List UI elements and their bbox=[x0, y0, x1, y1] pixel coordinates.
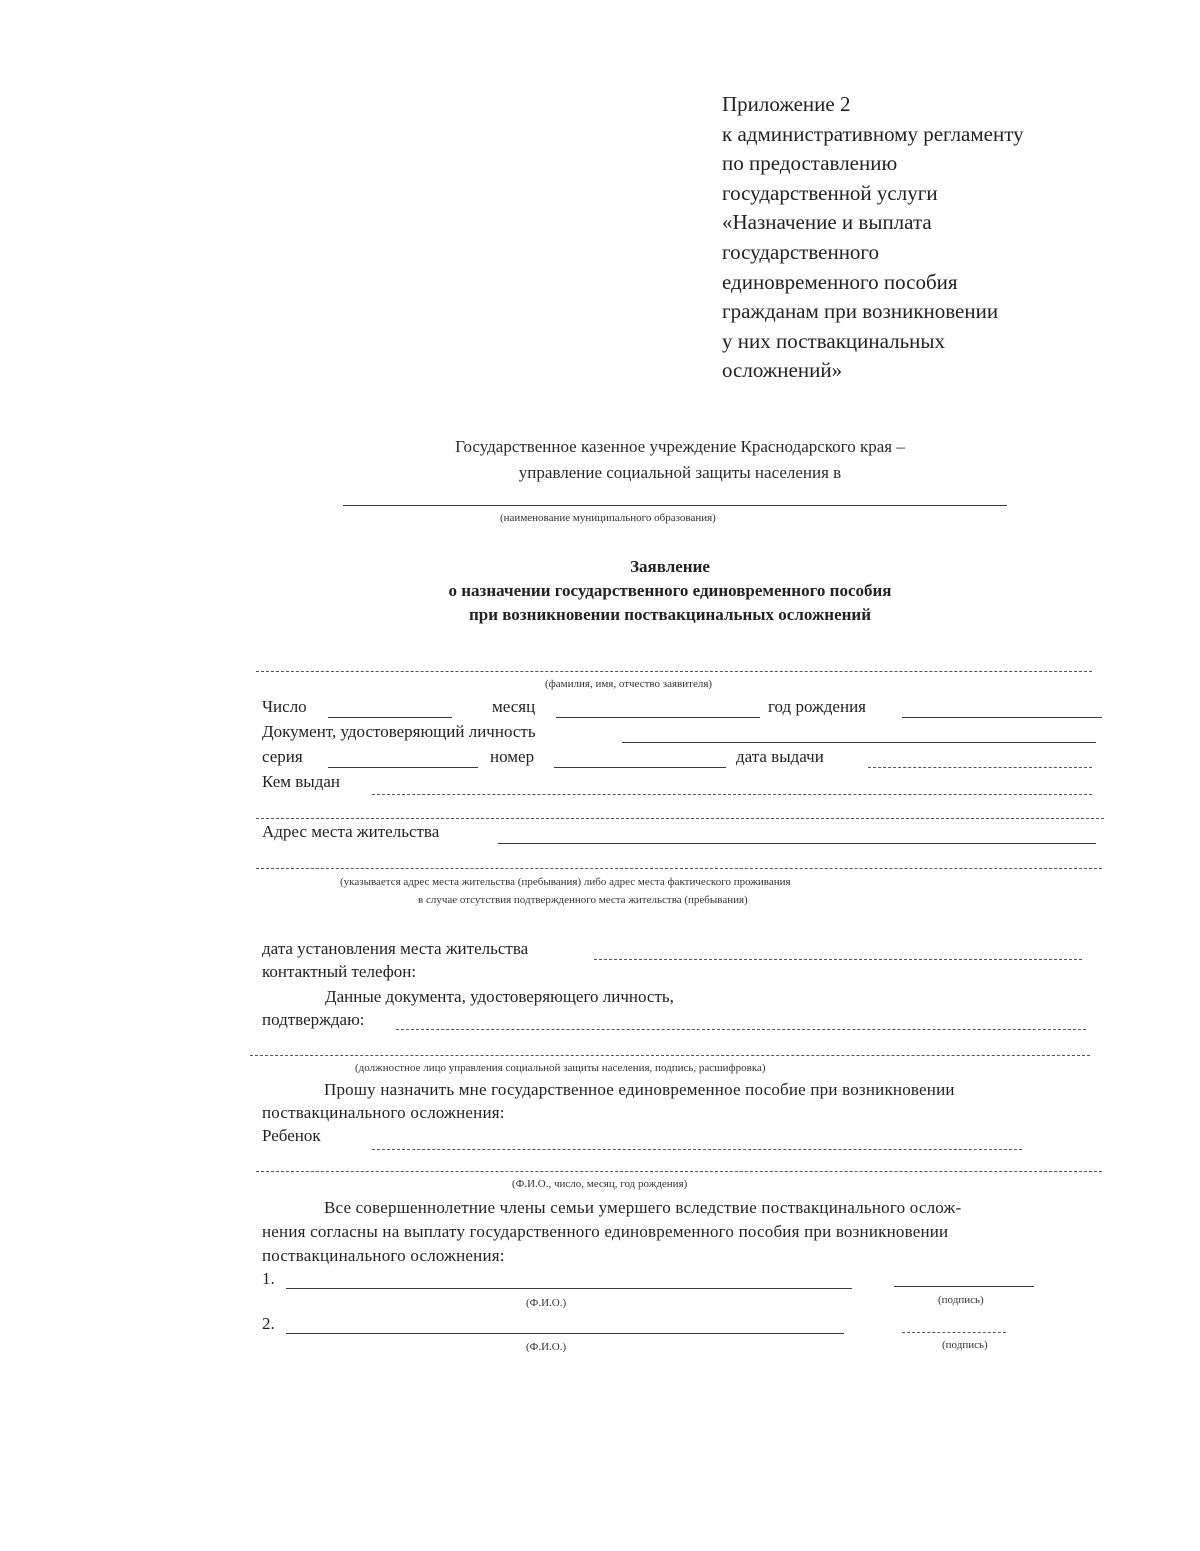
request-paragraph-line-2: поствакцинального осложнения: bbox=[262, 1103, 505, 1122]
family-member-signature-field[interactable] bbox=[894, 1286, 1034, 1287]
consent-paragraph-line-3: поствакцинального осложнения: bbox=[262, 1246, 505, 1265]
child-caption: (Ф.И.О., число, месяц, год рождения) bbox=[512, 1178, 688, 1190]
signature-number: 2. bbox=[262, 1314, 275, 1333]
document-title: Заявление bbox=[630, 557, 710, 576]
address-caption-2: в случае отсутствия подтвержденного места жительства (пребывания) bbox=[418, 894, 748, 906]
confirm-label: подтверждаю: bbox=[262, 1010, 365, 1029]
institution-line-2: управление социальной защиты населения в bbox=[518, 463, 842, 482]
appendix-line: государственной услуги bbox=[722, 180, 938, 205]
month-field[interactable] bbox=[556, 717, 760, 718]
identity-document-field[interactable] bbox=[622, 742, 1096, 743]
child-label: Ребенок bbox=[262, 1126, 321, 1145]
appendix-line: единовременного пособия bbox=[722, 269, 958, 294]
appendix-line: к административному регламенту bbox=[722, 121, 1024, 146]
fio-caption: (Ф.И.О.) bbox=[526, 1297, 567, 1309]
municipality-caption: (наименование муниципального образования) bbox=[500, 512, 716, 524]
request-paragraph-line-1: Прошу назначить мне государственное единовременное пособие при возникновении bbox=[324, 1080, 955, 1099]
official-caption: (должностное лицо управления социальной защиты населения, подпись, расшифровка) bbox=[355, 1062, 766, 1074]
address-label: Адрес места жительства bbox=[262, 822, 440, 841]
issue-date-label: дата выдачи bbox=[736, 747, 824, 766]
confirm-field[interactable] bbox=[396, 1029, 1086, 1030]
number-label: номер bbox=[490, 747, 535, 766]
address-field-continued[interactable] bbox=[256, 868, 1102, 869]
family-member-fio-field[interactable] bbox=[286, 1288, 852, 1289]
appendix-line: государственного bbox=[722, 239, 880, 264]
municipality-field[interactable] bbox=[343, 505, 1007, 506]
series-label: серия bbox=[262, 747, 303, 766]
confirm-intro-text: Данные документа, удостоверяющего личность, bbox=[325, 987, 674, 1006]
day-field[interactable] bbox=[328, 717, 452, 718]
appendix-line: у них поствакцинальных bbox=[722, 328, 946, 353]
institution-line-1: Государственное казенное учреждение Краснодарского края – bbox=[455, 437, 905, 456]
birth-year-label: год рождения bbox=[768, 697, 866, 716]
signature-caption: (подпись) bbox=[942, 1339, 988, 1351]
applicant-fio-field[interactable] bbox=[256, 671, 1092, 672]
appendix-line: осложнений» bbox=[722, 358, 843, 383]
fio-caption: (Ф.И.О.) bbox=[526, 1341, 567, 1353]
issued-by-field-continued[interactable] bbox=[256, 818, 1104, 819]
signature-number: 1. bbox=[262, 1269, 275, 1288]
appendix-line: по предоставлению bbox=[722, 151, 898, 176]
issue-date-field[interactable] bbox=[868, 767, 1092, 768]
appendix-line: «Назначение и выплата bbox=[722, 210, 932, 235]
child-field[interactable] bbox=[372, 1149, 1022, 1150]
family-member-signature-field[interactable] bbox=[902, 1332, 1006, 1333]
series-field[interactable] bbox=[328, 767, 478, 768]
issued-by-field[interactable] bbox=[372, 794, 1092, 795]
child-field-continued[interactable] bbox=[256, 1171, 1102, 1172]
appendix-line: Приложение 2 bbox=[722, 92, 851, 116]
appendix-line: гражданам при возникновении bbox=[722, 299, 999, 324]
residence-date-field[interactable] bbox=[594, 959, 1082, 960]
birth-year-field[interactable] bbox=[902, 717, 1102, 718]
document-subtitle-2: при возникновении поствакцинальных осложнений bbox=[468, 605, 872, 624]
signature-caption: (подпись) bbox=[938, 1294, 984, 1306]
phone-label: контактный телефон: bbox=[262, 962, 417, 981]
issued-by-label: Кем выдан bbox=[262, 772, 340, 791]
number-field[interactable] bbox=[554, 767, 726, 768]
day-label: Число bbox=[262, 697, 307, 716]
month-label: месяц bbox=[492, 697, 536, 716]
family-member-fio-field[interactable] bbox=[286, 1333, 844, 1334]
document-subtitle-1: о назначении государственного единовременного пособия bbox=[448, 581, 892, 600]
consent-paragraph-line-2: нения согласны на выплату государственного единовременного пособия при возникновении bbox=[262, 1222, 949, 1241]
consent-paragraph-line-1: Все совершеннолетние члены семьи умершего вследствие поствакцинального ослож- bbox=[324, 1198, 962, 1217]
residence-date-label: дата установления места жительства bbox=[262, 939, 529, 958]
identity-document-label: Документ, удостоверяющий личность bbox=[262, 722, 536, 741]
applicant-fio-caption: (фамилия, имя, отчество заявителя) bbox=[545, 678, 713, 690]
address-caption-1: (указывается адрес места жительства (пребывания) либо адрес места фактического проживания bbox=[340, 876, 791, 888]
address-field[interactable] bbox=[498, 843, 1096, 844]
appendix-block bbox=[722, 90, 1024, 386]
official-signature-field[interactable] bbox=[250, 1055, 1090, 1056]
